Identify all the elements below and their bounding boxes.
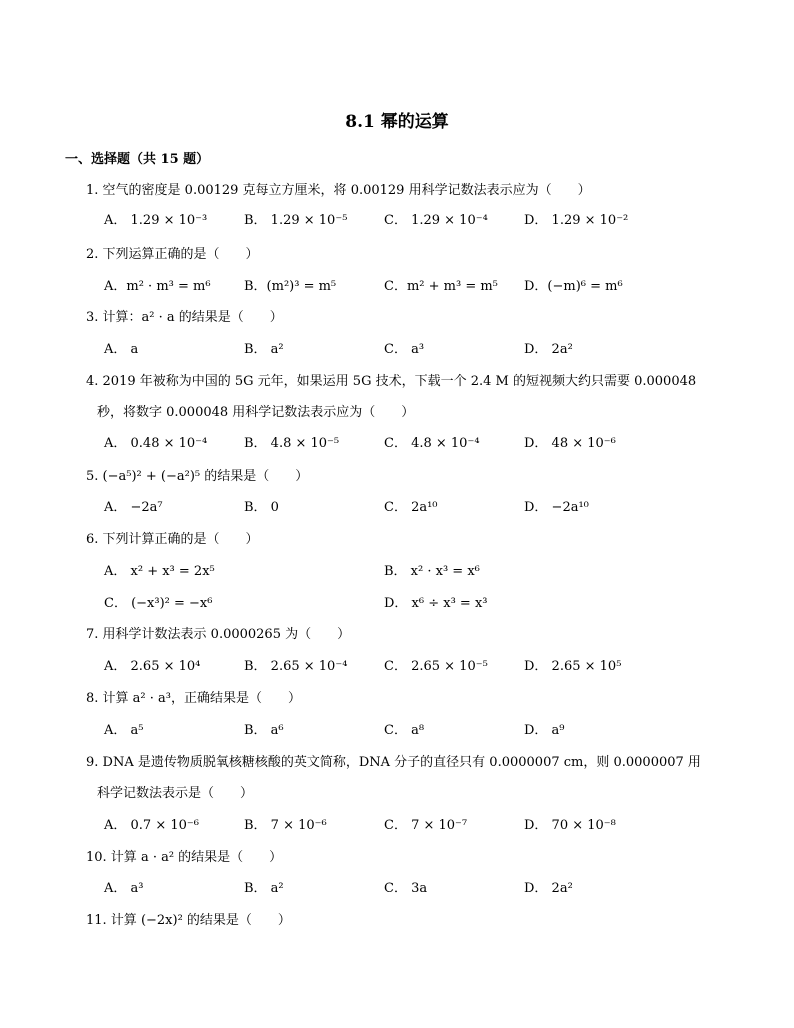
q9-option-a: A． 0.7 × 10⁻⁶ (104, 818, 199, 833)
question-7-stem: 7. 用科学计数法表示 0.0000265 为（ ） (86, 627, 351, 642)
q2-option-d: D．(−m)⁶ = m⁶ (524, 279, 623, 294)
q4-option-a: A． 0.48 × 10⁻⁴ (104, 436, 208, 451)
q1-option-b: B． 1.29 × 10⁻⁵ (244, 213, 348, 228)
q8-option-c: C． a⁸ (384, 723, 425, 738)
q9-option-c: C． 7 × 10⁻⁷ (384, 818, 468, 833)
q1-option-c: C． 1.29 × 10⁻⁴ (384, 213, 488, 228)
q4-option-c: C． 4.8 × 10⁻⁴ (384, 436, 480, 451)
question-4-stem-cont: 秒，将数字 0.000048 用科学记数法表示应为（ ） (97, 405, 415, 420)
question-10-stem: 10. 计算 a · a² 的结果是（ ） (86, 850, 283, 865)
q10-option-c: C． 3a (384, 881, 428, 896)
q2-option-a: A．m² · m³ = m⁶ (104, 279, 211, 294)
q5-option-c: C． 2a¹⁰ (384, 500, 438, 515)
q7-option-d: D． 2.65 × 10⁵ (524, 659, 622, 674)
question-2-stem: 2. 下列运算正确的是（ ） (86, 247, 259, 262)
q3-option-b: B． a² (244, 342, 284, 357)
q3-option-a: A． a (104, 342, 139, 357)
q8-option-a: A． a⁵ (104, 723, 144, 738)
q8-option-d: D． a⁹ (524, 723, 565, 738)
question-9-stem-cont: 科学记数法表示是（ ） (97, 786, 254, 801)
q7-option-c: C． 2.65 × 10⁻⁵ (384, 659, 488, 674)
q5-option-d: D． −2a¹⁰ (524, 500, 589, 515)
q2-option-b: B．(m²)³ = m⁵ (244, 279, 337, 294)
q3-option-d: D． 2a² (524, 342, 573, 357)
q10-option-a: A． a³ (104, 881, 144, 896)
q1-option-a: A． 1.29 × 10⁻³ (104, 213, 208, 228)
question-1-stem: 1. 空气的密度是 0.00129 克每立方厘米，将 0.00129 用科学记数法表示应为（ ） (86, 183, 591, 198)
question-11-stem: 11. 计算 (−2x)² 的结果是（ ） (86, 913, 291, 928)
question-9-stem: 9. DNA 是遗传物质脱氧核糖核酸的英文简称，DNA 分子的直径只有 0.0000007 cm，则 0.0000007 用 (86, 755, 701, 770)
q5-option-b: B． 0 (244, 500, 279, 515)
section-heading: 一、选择题（共 15 题） (65, 152, 210, 167)
q4-option-d: D． 48 × 10⁻⁶ (524, 436, 616, 451)
q7-option-a: A． 2.65 × 10⁴ (104, 659, 201, 674)
q10-option-b: B． a² (244, 881, 284, 896)
q8-option-b: B． a⁶ (244, 723, 284, 738)
question-3-stem: 3. 计算：a² · a 的结果是（ ） (86, 310, 283, 325)
page-title: 8.1 幂的运算 (345, 112, 449, 132)
q7-option-b: B． 2.65 × 10⁻⁴ (244, 659, 348, 674)
q9-option-d: D． 70 × 10⁻⁸ (524, 818, 616, 833)
question-8-stem: 8. 计算 a² · a³，正确结果是（ ） (86, 691, 301, 706)
q6-option-c: C． (−x³)² = −x⁶ (104, 596, 213, 611)
q4-option-b: B． 4.8 × 10⁻⁵ (244, 436, 340, 451)
q1-option-d: D． 1.29 × 10⁻² (524, 213, 629, 228)
q10-option-d: D． 2a² (524, 881, 573, 896)
q3-option-c: C． a³ (384, 342, 425, 357)
question-6-stem: 6. 下列计算正确的是（ ） (86, 532, 259, 547)
q6-option-d: D． x⁶ ÷ x³ = x³ (384, 596, 488, 611)
question-4-stem: 4. 2019 年被称为中国的 5G 元年，如果运用 5G 技术，下载一个 2.4 M 的短视频大约只需要 0.000048 (86, 374, 697, 389)
q6-option-b: B． x² · x³ = x⁶ (384, 564, 480, 579)
q6-option-a: A． x² + x³ = 2x⁵ (104, 564, 215, 579)
q2-option-c: C．m² + m³ = m⁵ (384, 279, 498, 294)
q5-option-a: A． −2a⁷ (104, 500, 163, 515)
question-5-stem: 5. (−a⁵)² + (−a²)⁵ 的结果是（ ） (86, 469, 309, 484)
q9-option-b: B． 7 × 10⁻⁶ (244, 818, 327, 833)
